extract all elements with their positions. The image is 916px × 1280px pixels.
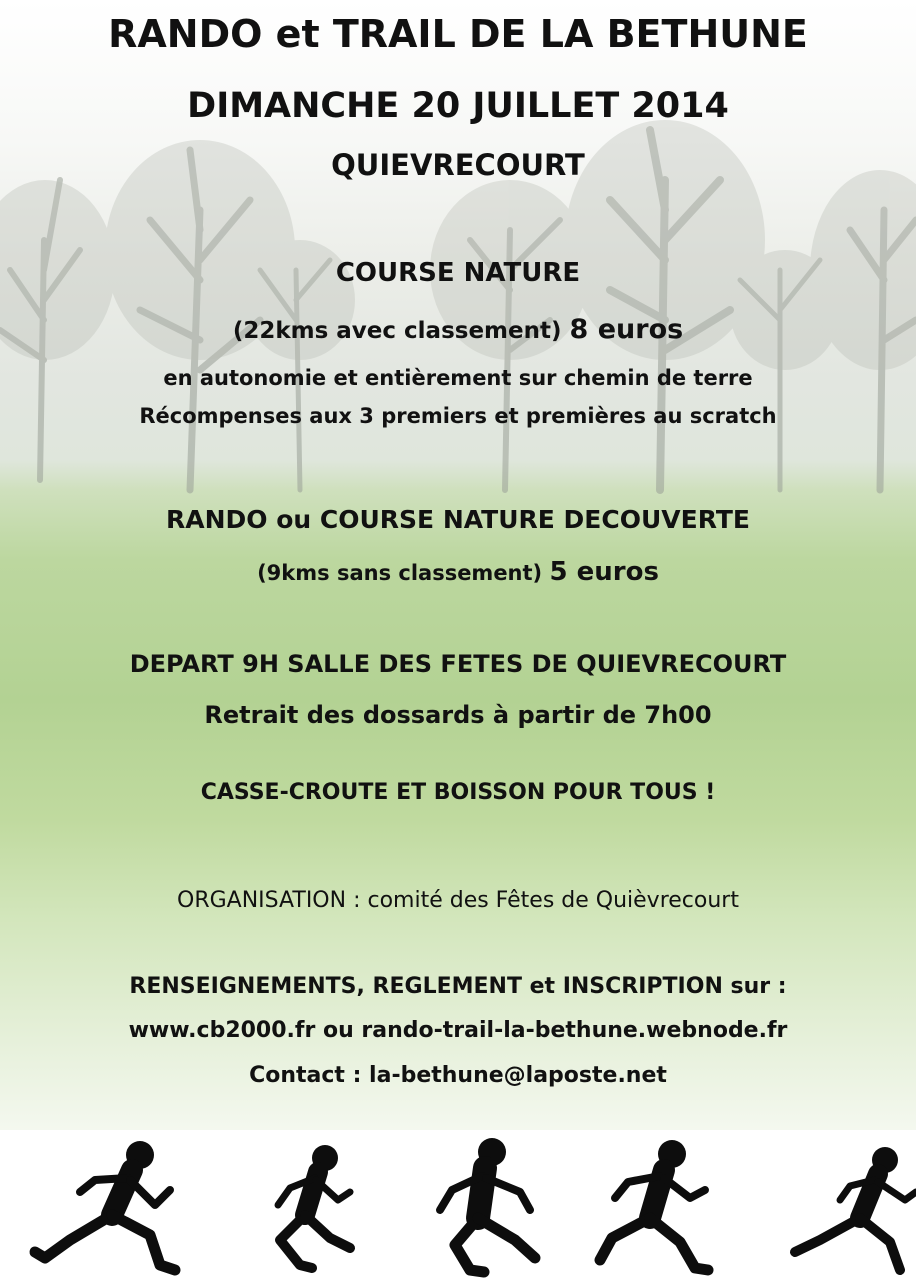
runner-silhouette-4	[600, 1140, 708, 1270]
event-location: QUIEVRECOURT	[331, 148, 585, 182]
course-nature-heading: COURSE NATURE	[335, 258, 581, 288]
depart-line: DEPART 9H SALLE DES FETES DE QUIEVRECOURT	[129, 650, 787, 678]
course-nature-line-1: en autonomie et entièrement sur chemin de terre	[163, 366, 753, 390]
info-heading: RENSEIGNEMENTS, REGLEMENT et INSCRIPTION sur :	[129, 974, 787, 999]
organisation-line: ORGANISATION : comité des Fêtes de Quièvrecourt	[177, 888, 739, 913]
decouverte-details: (9kms sans classement)	[257, 561, 543, 585]
runner-silhouette-1	[35, 1141, 175, 1270]
event-date: DIMANCHE 20 JUILLET 2014	[187, 86, 729, 126]
decouverte-price: 5 euros	[549, 557, 659, 587]
course-nature-details-line	[0, 314, 916, 345]
contact-line: Contact : la-bethune@laposte.net	[249, 1063, 667, 1088]
bib-pickup-line: Retrait des dossards à partir de 7h00	[204, 701, 712, 729]
event-title: RANDO et TRAIL DE LA BETHUNE	[108, 12, 808, 56]
decouverte-heading: RANDO ou COURSE NATURE DECOUVERTE	[166, 505, 750, 534]
snack-line: CASSE-CROUTE ET BOISSON POUR TOUS !	[200, 780, 716, 805]
runner-silhouette-3	[440, 1138, 535, 1272]
runner-silhouette-5	[795, 1147, 916, 1270]
runner-silhouette-2	[278, 1145, 350, 1268]
runner-silhouettes	[0, 1130, 916, 1280]
course-nature-price: 8 euros	[569, 314, 684, 345]
decouverte-details-line	[0, 557, 916, 587]
websites-line: www.cb2000.fr ou rando-trail-la-bethune.webnode.fr	[128, 1018, 788, 1043]
course-nature-line-2: Récompenses aux 3 premiers et premières au scratch	[139, 404, 777, 428]
course-nature-details: (22kms avec classement)	[232, 318, 562, 344]
